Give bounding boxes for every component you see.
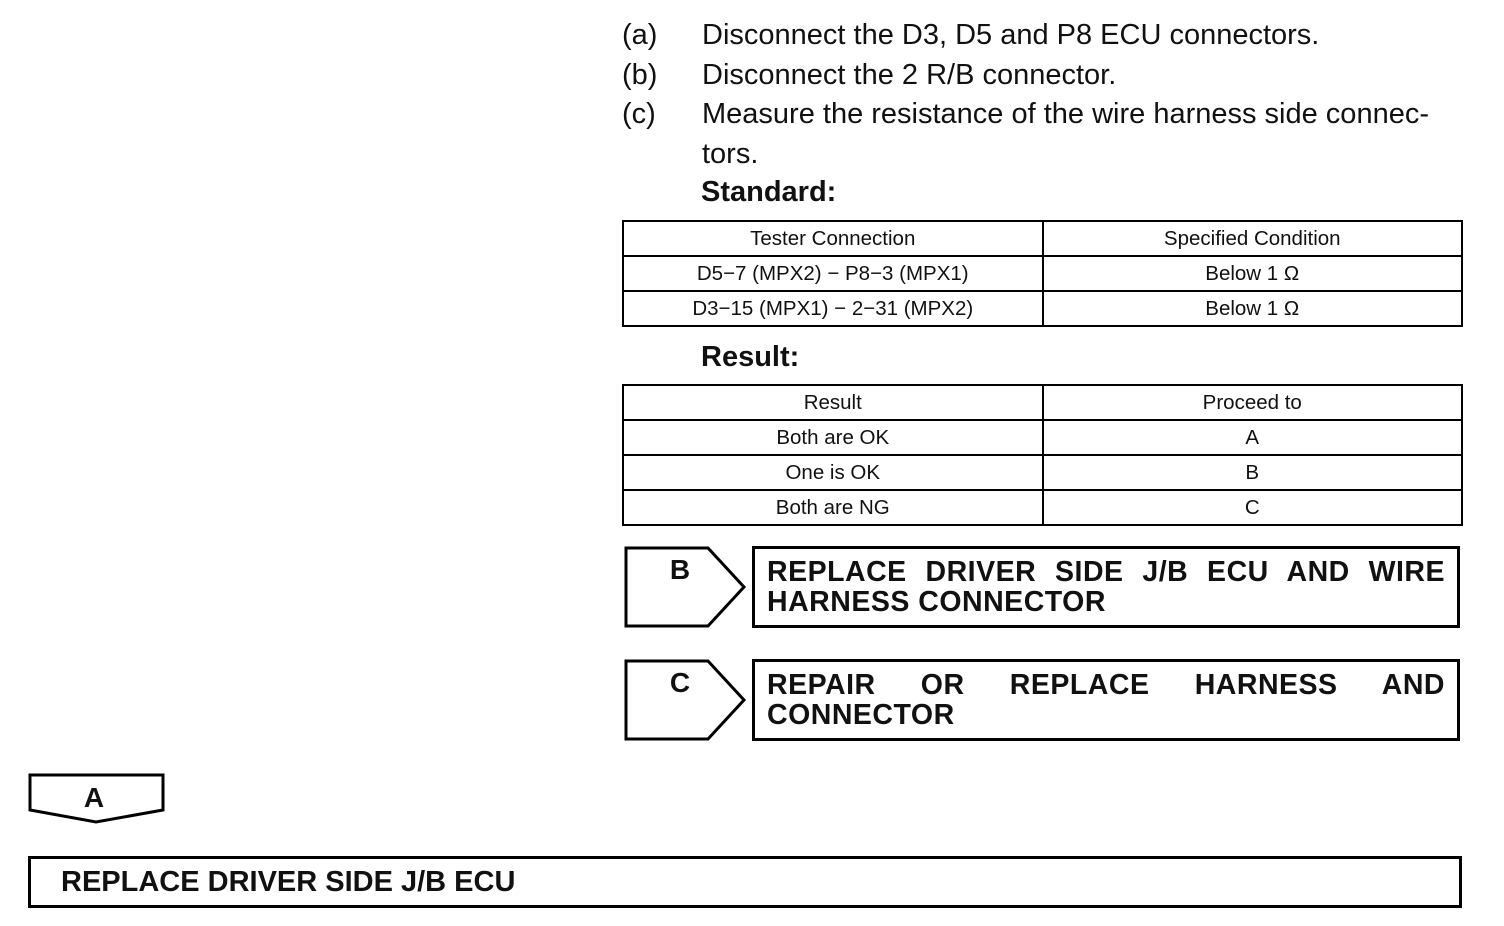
- table-cell: B: [1043, 455, 1463, 490]
- table-row: [623, 490, 1462, 525]
- result-table: [622, 384, 1463, 526]
- standard-label: Standard:: [701, 176, 837, 208]
- final-action-box: REPLACE DRIVER SIDE J/B ECU: [28, 856, 1462, 908]
- step-letter: (b): [622, 58, 658, 91]
- table-cell: D3−15 (MPX1) − 2−31 (MPX2): [623, 291, 1043, 326]
- table-row: [623, 291, 1462, 326]
- table-cell: D5−7 (MPX2) − P8−3 (MPX1): [623, 256, 1043, 291]
- step-text: Measure the resistance of the wire harness side connec-tors.: [702, 98, 1429, 170]
- branch-letter: A: [83, 782, 105, 813]
- table-row: [623, 455, 1462, 490]
- table-header-cell: Specified Condition: [1043, 221, 1463, 256]
- branch-a-tab: [28, 773, 166, 825]
- result-label: Result:: [701, 341, 800, 373]
- step-letter: (a): [622, 19, 658, 51]
- table-cell: Below 1 Ω: [1043, 256, 1463, 291]
- branch-action-box: REPAIR OR REPLACE HARNESS AND CONNECTOR: [752, 659, 1460, 741]
- step-b: [622, 56, 1464, 96]
- table-header-cell: Tester Connection: [623, 221, 1043, 256]
- table-header-cell: Proceed to: [1043, 385, 1463, 420]
- procedure-steps: [622, 16, 1464, 174]
- table-cell: C: [1043, 490, 1463, 525]
- branch-b: [624, 546, 1464, 630]
- standard-table: [622, 220, 1463, 327]
- table-cell: Both are NG: [623, 490, 1043, 525]
- step-c: [622, 95, 1464, 174]
- table-header-row: [623, 221, 1462, 256]
- table-cell: Below 1 Ω: [1043, 291, 1463, 326]
- step-a: [622, 16, 1464, 56]
- table-header-cell: Result: [623, 385, 1043, 420]
- table-row: [623, 256, 1462, 291]
- branch-letter: B: [669, 554, 691, 585]
- step-text: Disconnect the 2 R/B connector.: [702, 58, 1117, 91]
- branch-letter: C: [669, 667, 691, 698]
- branch-action-box: REPLACE DRIVER SIDE J/B ECU AND WIRE HARNESS CONNECTOR: [752, 546, 1460, 628]
- table-cell: One is OK: [623, 455, 1043, 490]
- table-row: [623, 420, 1462, 455]
- table-header-row: [623, 385, 1462, 420]
- step-text: Disconnect the D3, D5 and P8 ECU connectors.: [702, 19, 1320, 51]
- branch-c: [624, 659, 1464, 743]
- table-cell: Both are OK: [623, 420, 1043, 455]
- step-letter: (c): [622, 98, 656, 130]
- table-cell: A: [1043, 420, 1463, 455]
